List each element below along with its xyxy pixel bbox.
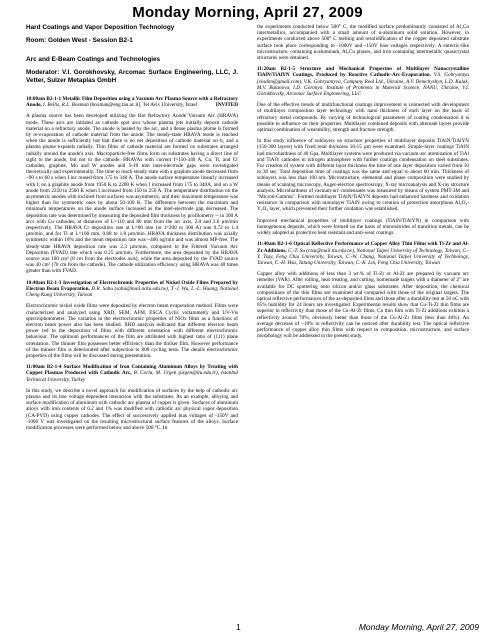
- session-moderator: Moderator: V.I. Gorokhovsky, Arcomac Surface Engineering, LLC, J. Vetter, Sulzer Metaplas GmbH: [26, 69, 238, 84]
- abstract-1-header: [26, 96, 238, 108]
- abstract-5-authors: C.-T. Su (ctsu@mail.ttu.edu.tw), National Taipei University of Technology, Taiwan, C.-Y. Tsay, Feng Chia University, Taiwan, C.-W. Chang, National Taipei University of Technology, Taiwan, C.-H. Hsu, Tatung University, Taiwan, C.-K. Lin, Feng Chia University, Taiwan: [257, 247, 469, 266]
- abstract-3-body: In this study, we describe a novel approach for modification of surfaces by the help of cathodic arc plasma and its line voltage dependent interaction with the substrates. As an example, alloying and surface modification of aluminum with cathodic arc plasma of copper is given. Surfaces of aluminum alloys with iron contents of 0.2 and 1% was modified with cathodic arc physical vapor deposition (CA-PVD) using copper cathodes. The effect of successively applied bias voltages of -150V and -1000 V was investigated on the resulting microstructural surface features of the alloys. Surface modification processes were performed below and above 500 °C. In: [26, 387, 238, 431]
- session-room: Room: Golden West - Session B2-1: [26, 37, 133, 44]
- invited-badge: INVITED: [215, 102, 238, 109]
- abstract-2-title: 10:40am B2-1-3 Investigation of Electrochromic Properties of Nickel Oxide Films Prepared by Electron Beam Evaporation,: [26, 279, 238, 292]
- abstract-4-body-1: One of the effective trends of multifunctional coatings improvement is connected with development of multilayer composition layer technology with nano thickness of each layer on the basis of refractory metal compounds. By varying of technological parameters of coating condensation it is possible to influence on their properties. Multilayer combined deposits with alternate layers provide optimal combination of wearability, strength and fracture strength.: [257, 102, 469, 134]
- abstract-2-authors: D.R. Sahu (sahu@mail.ncku.edu.tw), T.-J. Wu, L.-L. Huang, National Cheng Kung University, Taiwan: [26, 285, 238, 299]
- page-header: Monday Morning, April 27, 2009: [132, 4, 363, 21]
- right-column: [257, 24, 469, 620]
- abstract-4-header: [257, 66, 469, 97]
- abstract-2-body: Electrochromic nickel oxide films were deposited by electron beam evaporation method. Films were characterized and analyzed using XRD, SEM, AFM, ESCA Cyclic voltammetry and UV-Vis spectrophotometer. The variation in the electrochromic properties of NiOx films as a functions of electron beam power also has been studied. XRD analysis indicated that different electron beam power led to the deposition of films with different orientation with different electrochromic behaviour. The optimum performances of the film are attributed with highest ratio of (111) plane orientation. The thinner film possesses better efficiency than the thicker film. However performance of the thinner film is deteriorated after subjection to 800 cycling tests. The details electrochromic properties of the films will be discussed during presentation.: [26, 303, 238, 359]
- abstract-3-authors: B. Corlu, M. Urgen (urgen@itu.edu.tr), Istanbul Technical University, Turkey: [26, 370, 238, 383]
- abstract-3-title: 11:00am B2-1-4 Surface Modification of Iron Containing Aluminum Alloys by Treating with Copper Plasmas Produced with Cathodic Arc,: [26, 364, 238, 377]
- footer-date: Monday Morning, April 27, 2009: [358, 622, 479, 632]
- abstract-1-authors: I. Beilis, R.L. Boxman: [41, 102, 89, 109]
- abstract-1-affiliation: (boxman@eng.tau.ac.il), Tel Aviv University, Israel: [88, 102, 198, 109]
- page-number: 1: [236, 622, 241, 632]
- abstract-4-title: 11:20am B2-1-5 Structure and Mechanical Properties of Multilayer Nanocrystalline TiAlN/TiAlYN Coatings, Produced by Reactive Cathodic-Arc-Evaporation.: [257, 66, 469, 79]
- left-column: [26, 24, 238, 620]
- session-subtitle: Arc and E-Beam Coatings and Technologies: [26, 56, 161, 63]
- abstract-5-header: [257, 241, 469, 266]
- abstract-4-body-3: Improved mechanical properties of multilayer coatings (TiAlN/TiAlYN) in comparison with homogeneous deposits, which were formed on the basis of mononitrides of transition metals, can be widely adopted as protective heat resistant and anti-wear coatings.: [257, 217, 469, 237]
- abstract-1-title: 10:00am B2-1-1 Metallic Film Deposition using a Vacuum Arc Plasma Source with a Refractory Anode,: [26, 96, 238, 109]
- session-title: Hard Coatings and Vapor Deposition Technology: [26, 24, 175, 31]
- abstract-3-continued: the experiments conducted below 500° C, the modified surface predominantly consisted of Al₂Cu intermetallics, accompanied with a small amount of α-aluminum solid solution. However, in experiments conducted above 500° C melting and resolidification of the copper deposited substrate surface took place corresponding to -1000V and -150V bias voltages respectively. A eutectic-like microstructure, containing α-aluminum, Al₂Cu phases, and iron containing intermetallic quasicrystal structures were obtained.: [257, 24, 469, 62]
- abstract-3-header: [26, 364, 238, 383]
- abstract-2-header: [26, 280, 238, 299]
- abstract-5-title: 11:40am B2-1-6 Optical Reflective Performance of Copper Alloy Thin Films with Ti-Zr and Al-Zr Additions,: [257, 241, 469, 254]
- page-footer: [0, 622, 495, 634]
- abstract-1-body: A plasma source has been developed utilizing the Hot Refractory Anode Vacuum Arc (HRAVA) mode. These arcs are initiated as cathode spot arcs whose plasma jets initially deposit cathode material on a refractory anode. The anode is heated by the arc, and a dense plasma plume is formed by re-evaporation of cathode material from the anode. The steady-state HRAVA mode is reached when the anode is sufficiently hot that there is no net deposition of cathode material on it, and a plasma plume expands radially. Thin films of cathode material are formed on substrates arranged radially around the anode's axis. Macroparticle-free films form on substrates having a direct line of sight to the anode, but not to the cathode. HRAVAs with current I=150-340 A, Cu, Ti, and Cr cathodes, graphite, Mo and W anodes and 5-10 mm inter-electrode gaps were investigated theoretically and experimentally. The time to reach steady state with a graphite anode decreased from ~90 s to 60 s when I inc reased from 175 to 340 A. The anode surface temperature linearly increased with I; on a graphite anode from 1950 K to 2200 K when I increased from 175 to 340A, and on a W anode from 2250 to 2500 K when I increased from 150 to 250 A. The temperature distribution on the asymmetric anodes with inclined front surfaces was asymmetric, and their maximum temperature was higher than for symmetric ones by about 50-100 K. The difference between the maximum and minimum temperatures on the anode surface increased as the inter-electrode gap decreased. The deposition rate was determined by measuring the deposited film thickness by profilometry -- in 300 A arcs with Cu cathodes, at distances of L=110 and 80 mm from the arc axis, 2.0 and 3.6 µm/min respectively. The HRAVA Cr deposition rate at L=80 mm (or I=200 to 300 A) was 0.72 to 1.4 µm/min, and for Ti at L=100 mm, 0.88 to 1.8 µm/min. HRAVA thickness distribution was axially symmetric within 10% and the mean deposition rate was ~400 ng/min and was almost MP-free. The steady-state HRAVA deposition rate was 2.3 µm/min, compared to the Filtered Vacuum Arc Deposition (FVAD) rate which was 0.25 µm/min. Furthermore, the area deposited by the HRAVA source was 100 cm² (8 cm from the electrodes axis), while the area deposited by the FVAD source was 30 cm² (70 cm from the cathode). The cathode utilization efficiency using HRAVA was 40 times greater than with FVAD.: [26, 113, 238, 275]
- abstract-4-body-2: In this study influence of sublayers on structure properties of multilayer deposits TiAlN/TiAlYN (150-300 layers) with fixed total thickness 10-15 µm were examined. Simple-layer coatings TiAlN had microhardness of 40 Gpa. Multilayer systems were produced via vacuum-arc atomization of TiAl and TiAlY cathodes in nitrogen atmosphere with further coatings condensation on steel substrates. For creation of system with different layer thickness the time of one layer deposition varied from 10 to 30 sec. Total deposition time of coatings was the same and equal to about 60 min. Thickness of sublayers was less than 100 nm. Microstructure, elemental and phase composition were studied by means of scanning microscopy, Auger-electron spectroscopy, X-ray microanalysis and X-ray structure analysis. Microhardness of vacuum-arc condensates was measured by means of system PMT-3M and "Micron-Gamma". Formed multilayer TiAlN/TiAlYN deposits had enhanced hardness and oxidation resistance in comparison with monolayer TiAlN owing to creation of protection amorphous Al₂O₃-Y₂O₃ layer, which prevented their further oxidation was established.: [257, 138, 469, 213]
- abstract-5-body: Copper alloy with additions of less than 3 wt.% of Ti-Zr or Al-Zr are prepared by vacuum arc remelter (VAR). After rolling, heat treating, and cutting, homemade targets with a diameter of 2" are available for DC sputtering onto silicon and/or glass substrates. After deposition, the chemical compositions of the thin films are examined and compared with those of the original targets. The optical reflective performances of the as-deposited films and those after a durability test at 50 oC with 85% humidity for 24 hours are investigated. Experimental results show that Cu-Ti-Zr thin films are superior in reflectivity than those of the Cu-Al-Zr films. Cu thin film with Ti-Zr additions exhibits a reflectivity around 70%, obviously better than those of the Cu-Al-Zr films (less than 40%). An average decrease of ~10% in reflectivity can be noticed after durability test. The optical reflective performance of copper alloy thin films with respect to composition, microstructure, and surface morphology will be addressed in the present study.: [257, 271, 469, 340]
- abstract-4-authors: V.S. Gobryantya (vladim@gmail.com), V.K. Gobryantyva, Company Real Ltd., Ukraine, A.V. Demchyshyn, L.D. Kulak, M.V. Balanova, I.D. Goronya, Institute of Problems in Material Science, NANU, Ukraine, V.I. Gorokhovsky, Arcomac Surface Engineering, LLC: [257, 72, 469, 98]
